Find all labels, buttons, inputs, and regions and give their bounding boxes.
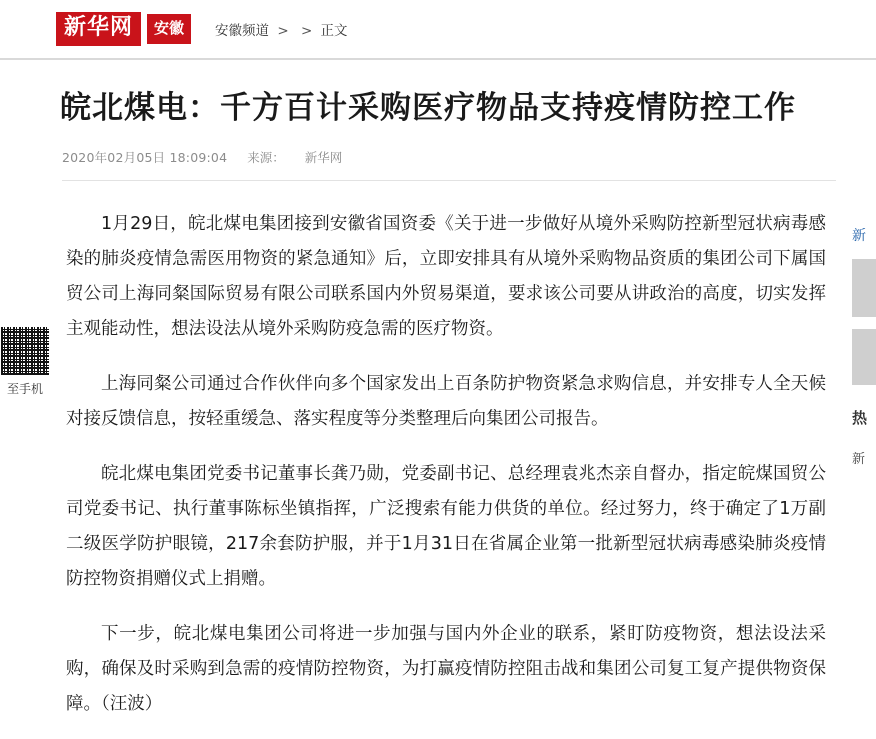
anhui-channel-logo[interactable]: 安徽 xyxy=(147,14,191,44)
xinhuanet-logo[interactable]: 新华网 xyxy=(56,12,141,46)
rail-thumbnail[interactable] xyxy=(852,329,876,385)
breadcrumb-separator-2: > xyxy=(300,23,313,39)
breadcrumb-item-channel[interactable]: 安徽频道 xyxy=(215,23,270,39)
breadcrumb-separator-1: > xyxy=(277,23,289,39)
page-title: 皖北煤电：千方百计采购医疗物品支持疫情防控工作 xyxy=(60,90,796,126)
breadcrumb-item-current: 正文 xyxy=(320,23,348,39)
rail-thumbnail[interactable] xyxy=(852,259,876,317)
article-meta xyxy=(62,148,842,166)
site-header xyxy=(0,0,876,60)
rail-text[interactable]: 新 xyxy=(852,450,866,466)
article-paragraph: 1月29日，皖北煤电集团接到安徽省国资委《关于进一步做好从境外采购防控新型冠状病毒感染的肺炎疫情急需医用物资的紧急通知》后，立即安排具有从境外采购物品资质的集团公司下属国贸公司上海同粲国际贸易有限公司联系国内外贸易渠道，要求该公司要从讲政治的高度，切实发挥主观能动性，想法设法从境外采购防疫急需的医疗物资。 xyxy=(66,213,826,339)
right-sidebar xyxy=(852,228,876,467)
qr-caption: 至手机 xyxy=(6,382,43,396)
qr-code-icon[interactable] xyxy=(0,326,50,376)
article-container xyxy=(0,88,876,722)
qr-share-widget[interactable] xyxy=(0,326,50,397)
article-paragraph: 上海同粲公司通过合作伙伴向多个国家发出上百条防护物资紧急求购信息，并安排专人全天候对接反馈信息，按轻重缓急、落实程度等分类整理后向集团公司报告。 xyxy=(66,373,826,429)
meta-divider xyxy=(62,180,836,181)
article-body xyxy=(66,207,826,722)
breadcrumb xyxy=(215,19,348,39)
rail-heading: 热 xyxy=(852,409,868,427)
publish-timestamp: 2020年02月05日 18:09:04 xyxy=(62,149,228,165)
article-paragraph: 下一步，皖北煤电集团公司将进一步加强与国内外企业的联系，紧盯防疫物资，想法设法采购，确保及时采购到急需的疫情防控物资，为打赢疫情防控阻击战和集团公司复工复产提供物资保障。（汪波） xyxy=(66,623,826,714)
rail-link[interactable]: 新 xyxy=(852,228,866,244)
source-name[interactable]: 新华网 xyxy=(304,149,343,165)
source-label: 来源： xyxy=(247,149,285,165)
article-paragraph: 皖北煤电集团党委书记董事长龚乃勋，党委副书记、总经理袁兆杰亲自督办，指定皖煤国贸公司党委书记、执行董事陈标坐镇指挥，广泛搜索有能力供货的单位。经过努力，终于确定了1万副二级医学防护眼镜，217余套防护服，并于1月31日在省属企业第一批新型冠状病毒感染肺炎疫情防控物资捐赠仪式上捐赠。 xyxy=(66,463,826,589)
